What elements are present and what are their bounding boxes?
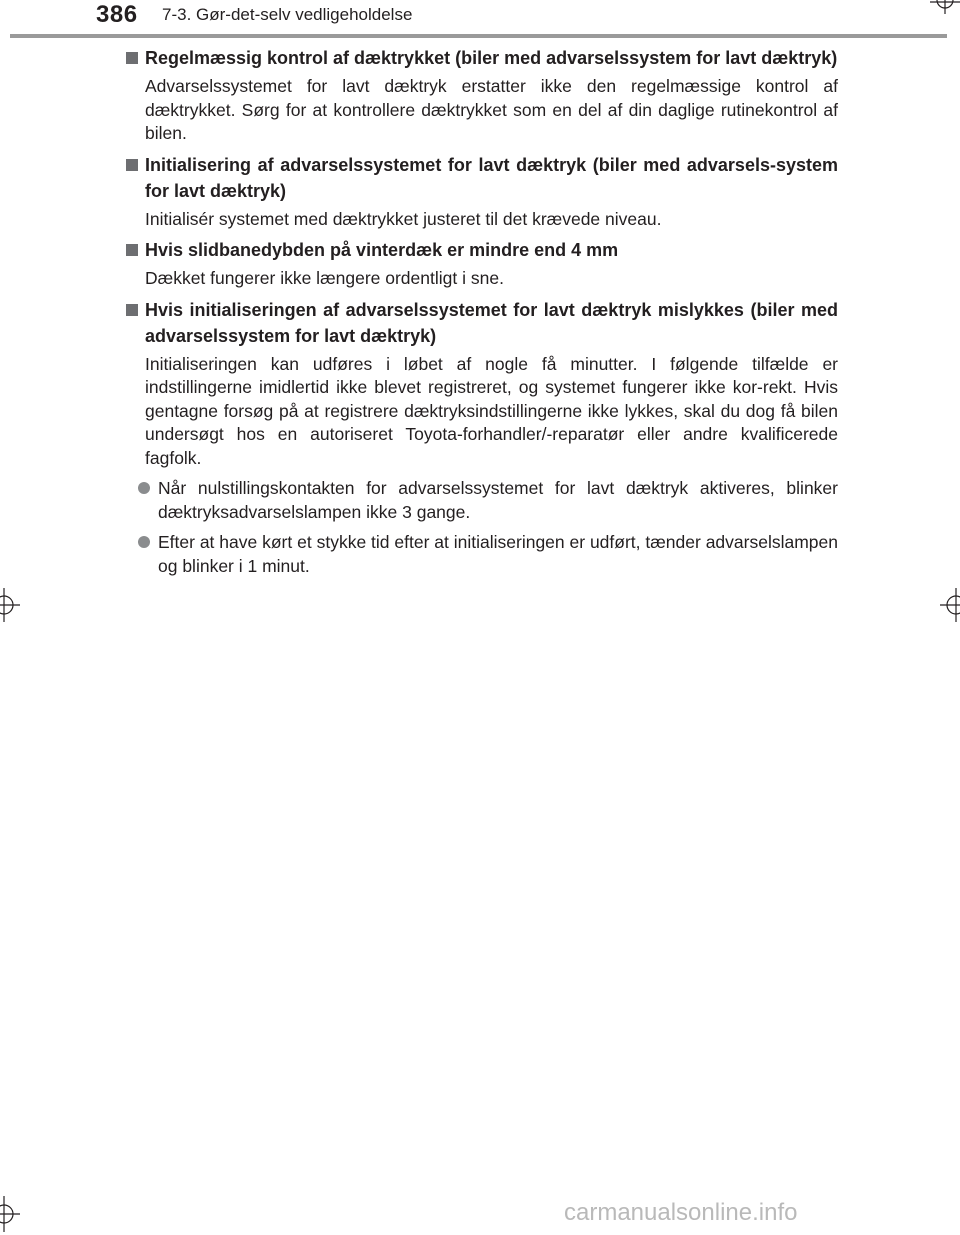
section-body: Initialiseringen kan udføres i løbet af nogle få minutter. I følgende tilfælde er indstillingerne imidlertid ikke blevet registreret, og systemet fungerer ikke kor-rekt. Hvis gentagne forsøg på at registrere dæktryksindstillingerne ikke lykkes, skal du dog få bilen undersøgt hos en autoriseret Toyota-forhandler/-reparatør eller andre kvalificerede fagfolk. [145,353,838,468]
circle-bullet-icon [138,482,150,494]
section-initialization [126,152,838,232]
header-rule [10,34,947,38]
square-bullet-icon [126,244,138,256]
square-bullet-icon [126,52,138,64]
watermark: carmanualsonline.info [564,1199,798,1226]
list-item-text: Når nulstillingskontakten for advarselssystemet for lavt dæktryk aktiveres, blinker dæktryksadvarselslampen ikke 3 gange. [158,478,838,522]
section-heading-text: Regelmæssig kontrol af dæktrykket (biler med advarselssystem for lavt dæktryk) [145,48,838,68]
list-item-text: Efter at have kørt et stykke tid efter at initialiseringen er udført, tænder advarselslampen og blinker i 1 minut. [158,532,838,576]
section-heading-text: Initialisering af advarselssystemet for lavt dæktryk (biler med advarsels-system for lavt dæktryk) [145,154,838,201]
registration-mark-top-right [930,0,960,16]
section-heading [126,45,838,71]
section-body: Advarselssystemet for lavt dæktryk erstatter ikke den regelmæssige kontrol af dæktrykket. Sørg for at kontrollere dæktrykket som en del af din daglige rutinekontrol af bilen. [145,76,838,143]
registration-mark-left-middle [0,588,22,622]
section-initialization-fails [126,297,838,579]
section-heading [126,297,838,349]
list-item [138,530,838,578]
section-heading [126,237,838,263]
circle-bullet-icon [138,536,150,548]
section-heading-text: Hvis initialiseringen af advarselssystemet for lavt dæktryk mislykkes (biler med advarselssystem for lavt dæktryk) [145,299,838,346]
section-body: Dækket fungerer ikke længere ordentligt i sne. [145,268,504,288]
section-heading-text: Hvis slidbanedybden på vinterdæk er mindre end 4 mm [145,240,619,260]
section-winter-tire-depth [126,237,838,291]
square-bullet-icon [126,159,138,171]
chapter-title: 7-3. Gør-det-selv vedligeholdelse [162,5,413,24]
square-bullet-icon [126,304,138,316]
page-content [126,45,838,584]
list-item [138,476,838,524]
page-number: 386 [96,1,138,28]
registration-mark-bottom-left [0,1196,22,1232]
section-body: Initialisér systemet med dæktrykket justeret til det krævede niveau. [145,208,662,229]
section-tire-pressure-check [126,45,838,146]
section-heading [126,152,838,204]
registration-mark-right-middle [938,588,960,622]
